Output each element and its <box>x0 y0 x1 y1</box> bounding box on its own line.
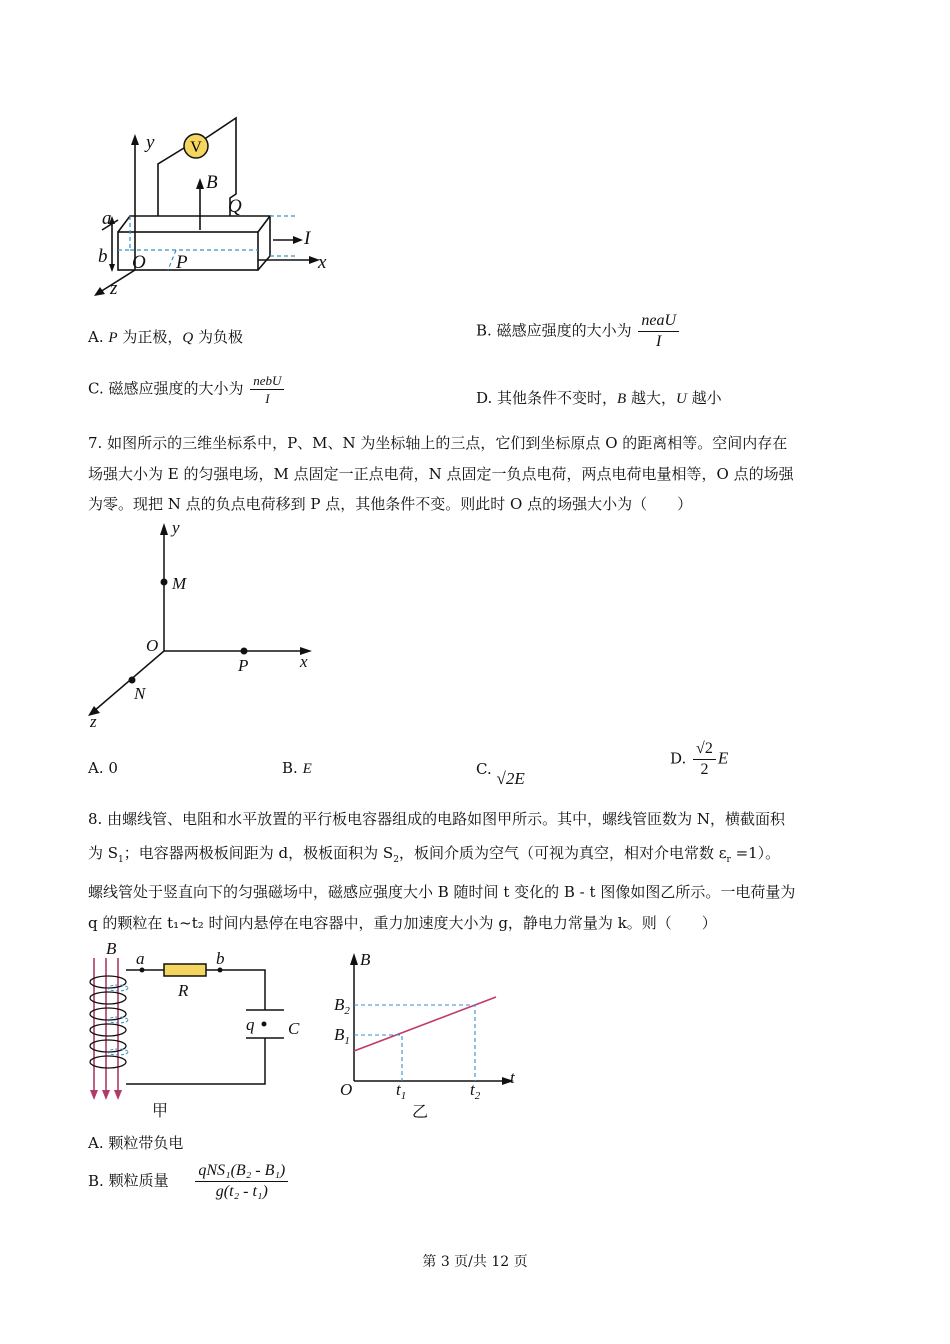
svg-text:B: B <box>106 939 117 958</box>
q8-option-b[interactable]: B. 颗粒质量 $\frac{\text{qNS₁(B₂ - B₁)}}{\text{g(t₂ - t₁)}}$ <box>88 1162 290 1201</box>
svg-text:y: y <box>172 518 180 537</box>
q7-stem-line2: 场强大小为 E 的匀强电场，M 点固定一正点电荷，N 点固定一负点电荷，两点电荷电量相等，O 点的场强 <box>88 465 794 483</box>
q7-option-d[interactable]: D. $\frac{√2}{2}$ E <box>670 740 729 778</box>
svg-text:甲: 甲 <box>152 1103 169 1120</box>
q6-option-d[interactable]: D. 其他条件不变时，B 越大，U 越小 <box>476 389 722 407</box>
hall-effect-figure <box>88 112 348 302</box>
svg-text:Q: Q <box>228 196 242 217</box>
page-footer: 第 3 页/共 12 页 <box>422 1254 528 1270</box>
svg-text:t: t <box>510 1068 515 1087</box>
q8-stem-line1: 8. 由螺线管、电阻和水平放置的平行板电容器组成的电路如图甲所示。其中，螺线管匝数为 N，横截面积 <box>88 810 785 828</box>
point-n <box>129 677 136 684</box>
q8-circuit-figure-jia <box>80 938 320 1123</box>
svg-text:B: B <box>206 172 218 193</box>
svg-text:P: P <box>238 656 249 675</box>
svg-text:x: x <box>318 252 327 273</box>
svg-text:B2: $B_2$ <box>334 995 350 1017</box>
svg-text:z: z <box>110 278 118 299</box>
svg-text:M: M <box>172 574 187 593</box>
q7-stem-line1: 7. 如图所示的三维坐标系中，P、M、N 为坐标轴上的三点，它们到坐标原点 O 的距离相等。空间内存在 <box>88 434 788 452</box>
svg-text:B: B <box>360 950 371 969</box>
svg-text:t1: $t_1$ <box>396 1080 407 1102</box>
q7-option-c[interactable]: C. √2E <box>476 760 525 788</box>
svg-text:I: I <box>304 228 311 249</box>
svg-text:P: P <box>176 252 188 273</box>
svg-text:N: N <box>134 684 146 703</box>
svg-text:q: q <box>246 1015 255 1034</box>
svg-text:O: O <box>146 636 159 655</box>
q6-option-a[interactable]: A. P 为正极，Q 为负极 <box>88 328 243 346</box>
svg-text:C: C <box>288 1019 300 1038</box>
q6-option-b[interactable]: B. 磁感应强度的大小为 $\frac{\text{neaU}}{I}$ <box>476 312 681 351</box>
svg-text:乙: 乙 <box>412 1104 429 1121</box>
svg-text:y: y <box>146 132 155 153</box>
q8-bt-graph-yi <box>330 945 530 1125</box>
q7-coordinate-figure <box>80 515 330 735</box>
svg-text:B1: $B_1$ <box>334 1025 350 1047</box>
svg-text:R: R <box>178 981 189 1000</box>
q7-option-b[interactable]: B. E <box>282 759 312 777</box>
svg-text:O: O <box>340 1080 353 1099</box>
q8-stem-line2: 为 $S_1$；电容器两极板间距为 d，极板面积为 $S_2$，板间介质为空气（可视为真空，相对介电常数 $\varepsilon_r =1$）。 <box>88 844 781 865</box>
q7-option-a[interactable]: A. 0 <box>88 759 118 777</box>
point-m <box>161 579 168 586</box>
svg-text:b: b <box>98 246 108 267</box>
svg-text:V: V <box>190 139 202 156</box>
svg-text:a: a <box>136 949 145 968</box>
svg-text:x: x <box>300 652 308 671</box>
q8-stem-line4: q 的颗粒在 t₁~t₂ 时间内悬停在电容器中，重力加速度大小为 g，静电力常量为 k。则（ ） <box>88 914 717 932</box>
svg-text:O: O <box>132 252 146 273</box>
svg-text:a: a <box>102 208 112 229</box>
point-p <box>241 648 248 655</box>
q8-option-a[interactable]: A. 颗粒带负电 <box>88 1134 184 1152</box>
svg-text:t2: $t_2$ <box>470 1080 481 1102</box>
q6-option-c[interactable]: C. 磁感应强度的大小为 $\frac{\text{nebU}}{I}$ <box>88 373 286 406</box>
svg-text:b: b <box>216 949 225 968</box>
svg-text:z: z <box>90 712 97 731</box>
q7-stem-line3: 为零。现把 N 点的负点电荷移到 P 点，其他条件不变。则此时 O 点的场强大小为（ ） <box>88 495 693 513</box>
q8-stem-line3: 螺线管处于竖直向下的匀强磁场中，磁感应强度大小 B 随时间 t 变化的 B - t 图像如图乙所示。一电荷量为 <box>88 883 796 901</box>
